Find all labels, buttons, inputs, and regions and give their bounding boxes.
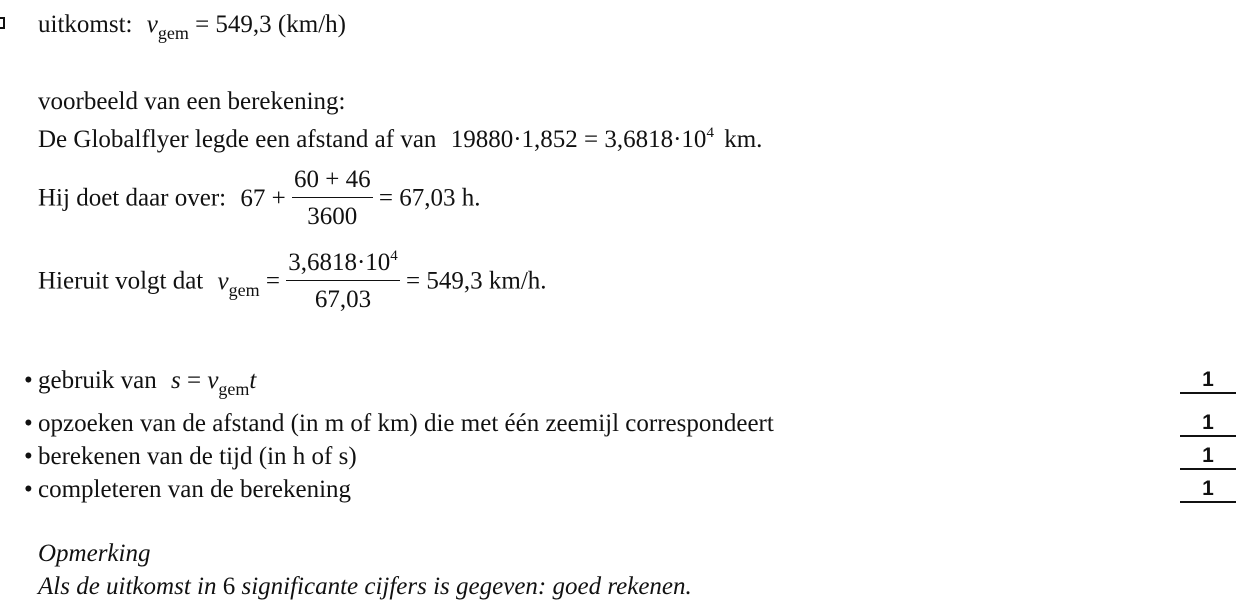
result-label: uitkomst: [38, 11, 133, 38]
bullet-icon: • [24, 476, 33, 503]
example-line-speed [38, 250, 547, 312]
result-var: v [146, 11, 158, 38]
speed-eq: = [265, 267, 280, 295]
result-line [38, 11, 346, 43]
speed-fraction [286, 250, 400, 312]
time-fraction-denominator: 3600 [307, 203, 358, 230]
time-pre: 67 + [240, 184, 286, 212]
criterion-1-score: 1 [1180, 369, 1236, 394]
distance-exp: 4 [706, 125, 714, 141]
speed-fraction-numerator: $3,6818\cdot 10^4$ [286, 250, 400, 281]
speed-var: v [217, 267, 229, 295]
criterion-2-score: 1 [1180, 412, 1236, 437]
criterion-4-score: 1 [1180, 478, 1236, 503]
criterion-3-score: 1 [1180, 445, 1236, 470]
criterion-1-text: gebruik van [38, 367, 157, 394]
criterion-4 [24, 477, 351, 502]
speed-fraction-denominator: 67,03 [314, 286, 372, 313]
example-line-time [38, 167, 480, 229]
speed-post: = 549,3 km/h. [406, 267, 547, 295]
speed-text: Hieruit volgt dat [38, 267, 204, 295]
criterion-3-text: berekenen van de tijd (in h of s) [38, 443, 357, 470]
bullet-icon: • [24, 367, 33, 394]
answer-marker-icon [0, 17, 5, 29]
bullet-icon: • [24, 443, 33, 470]
distance-unit: km. [724, 126, 763, 153]
result-rhs: = 549,3 (km/h) [195, 11, 346, 38]
criterion-2-text: opzoeken van de afstand (in m of km) die met één zeemijl correspondeert [38, 410, 774, 437]
criterion-2 [24, 411, 774, 436]
speed-sub: gem [228, 279, 260, 300]
example-line-distance [38, 127, 762, 152]
criterion-3 [24, 444, 357, 469]
time-text: Hij doet daar over: [38, 184, 227, 212]
bullet-icon: • [24, 410, 33, 437]
remark-text: Als de uitkomst in 6 significante cijfers is gegeven: goed rekenen. [38, 573, 692, 600]
example-heading: voorbeeld van een berekening: [38, 88, 346, 115]
remark-title: Opmerking [38, 540, 151, 567]
criterion-4-text: completeren van de berekening [38, 476, 352, 503]
time-post: = 67,03 h. [378, 184, 481, 212]
time-fraction [292, 167, 373, 229]
distance-text: De Globalflyer legde een afstand af van [38, 126, 437, 153]
criterion-1: • gebruik van $s = v_{gem}t$ [24, 367, 257, 399]
result-sub: gem [157, 23, 189, 43]
time-fraction-numerator: 60 + 46 [292, 167, 373, 198]
distance-expr: 19880·1,852 = 3,6818·10 [450, 126, 707, 153]
